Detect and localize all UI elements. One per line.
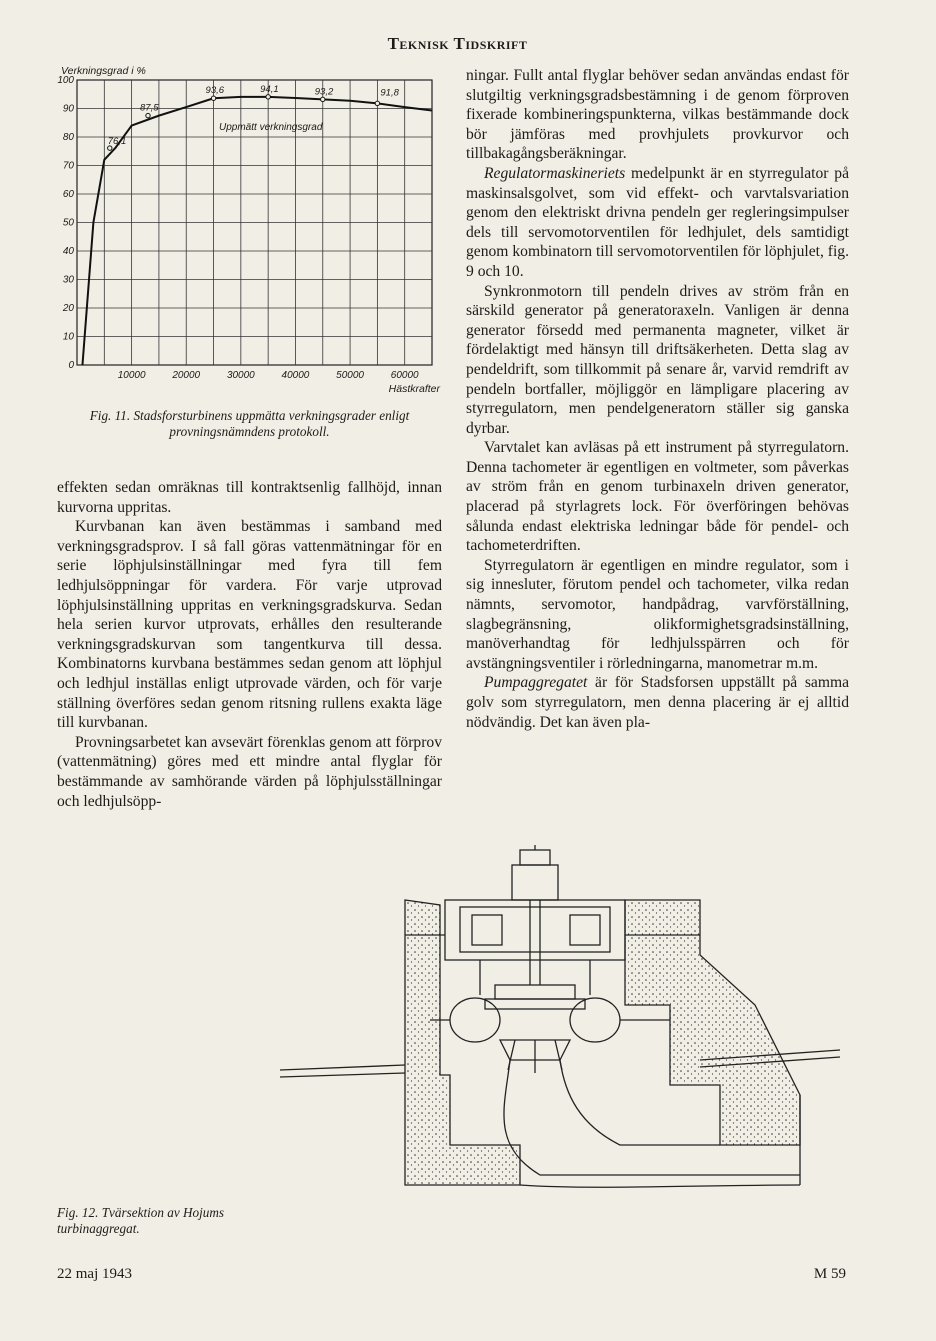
figure-12-text: Tvärsektion av Hojums turbinaggregat. [57, 1205, 225, 1236]
data-point-label: 93,2 [314, 86, 334, 98]
journal-header: Teknisk Tidskrift [387, 34, 528, 53]
x-tick-label: 20000 [172, 370, 201, 381]
data-point-label: 94,1 [260, 83, 279, 95]
right-paragraph: ningar. Fullt antal flyglar behöver sedan användas endast för slutgiltig verkningsgradsbestämning i de genom förproven fixerade kombineringspunkterna, vilkas bestämmande dock bör jämföras med provhjulets provkurvor och tillbakagångsberäkningar. [466, 67, 849, 163]
y-tick-label: 30 [62, 274, 74, 286]
y-tick-label: 40 [62, 246, 74, 257]
data-point-label: 91,8 [380, 87, 399, 99]
data-point-label: 87,5 [140, 102, 159, 114]
y-tick-label: 0 [68, 360, 74, 371]
right-paragraph: Synkronmotorn till pendeln drives av ström från en särskild generator på generatoraxeln. Vanligen är denna generator försedd med permanenta magneter, vilket är fördelaktigt med hänsyn till driftsäkerheten. Detta slag av pendeldrift, som tillkommit på senare år, varvid remdrift av pendeln bortfaller, möjliggör en lämpligare placering av styrregulatorn, men pendelgeneratorn ställer sig ganska dyrbar. [466, 282, 849, 437]
data-point-label: 93,6 [205, 85, 225, 97]
left-paragraph: Provningsarbetet kan avsevärt förenklas genom att förprov (vattenmätning) göres med ett mindre antal flyglar för bestämmande av samhörande värden på löphjulsställningar och ledhjulsöpp- [57, 733, 442, 810]
y-tick-label: 50 [62, 217, 74, 229]
x-axis-label: Hästkrafter [388, 383, 440, 395]
figure-11-caption [57, 408, 442, 440]
right-paragraph: Pumpaggregatet är för Stadsforsen uppställt på samma golv som styrregulatorn, men denna placering är ej alltid nödvändig. Det kan även pla- [466, 674, 849, 731]
right-paragraph: Regulatormaskineriets medelpunkt är en styrregulator på maskinsalsgolvet, som vid effekt- och varvtalsvariation genom den elektriskt drivna pendeln ger regleringsimpulser dels till servomotorventilen för ledhjulet, dels samtidigt genom kombinatorn till servomotorventilen för löphjulet, fig. 9 och 10. [466, 164, 849, 280]
data-point-marker [211, 96, 215, 100]
series-name-label: Uppmätt verkningsgrad [219, 121, 323, 133]
y-tick-label: 80 [62, 132, 74, 143]
left-paragraph: effekten sedan omräknas till kontraktsenlig fallhöjd, innan kurvorna uppritas. [57, 479, 442, 516]
y-tick-label: 100 [57, 75, 74, 86]
right-paragraph: Styrregulatorn är egentligen en mindre regulator, som i sig innesluter, förutom pendel och tachometer, vilka redan nämnts, servomotor, handpådrag, varvförställning, slagbegränsning, olikformighetsgradsinställning, manöverhandtag för ledhjulsspärren och för avstängningsventiler i rörledningarna, manometrar m.m. [466, 556, 849, 672]
y-axis-label: Verkningsgrad i % [61, 65, 146, 77]
y-tick-label: 70 [62, 160, 74, 172]
figure-12-label: Fig. 12. [57, 1205, 99, 1220]
italic-term: Regulatormaskineriets [484, 164, 626, 182]
efficiency-chart [55, 62, 450, 402]
data-point-marker [146, 113, 150, 117]
left-column-text [57, 478, 442, 811]
x-tick-label: 60000 [390, 370, 419, 381]
footer-date: 22 maj 1943 [57, 1266, 132, 1282]
right-paragraph: Varvtalet kan avläsas på ett instrument på styrregulatorn. Denna tachometer är egentligen en voltmeter, som påverkas av ström från en genom turbinaxeln driven generator, placerad på styrlagrets lock. För överföringen behövas sålunda endast elektriska ledningar både för pendel- och tachometerdriften. [466, 439, 849, 555]
data-point-marker [266, 95, 270, 99]
right-column-text [466, 66, 849, 732]
y-tick-label: 90 [62, 103, 74, 115]
x-tick-label: 30000 [226, 370, 255, 381]
figure-11-label: Fig. 11. [89, 408, 131, 423]
x-tick-label: 50000 [336, 370, 364, 381]
data-point-marker [321, 97, 325, 101]
footer-page-number: M 59 [813, 1266, 846, 1282]
data-point-marker [375, 101, 379, 105]
left-paragraph: Kurvbanan kan även bestämmas i samband med verkningsgradsprov. I så fall göras vattenmätningar för en serie löphjulsinställningar med fyra till fem ledhjulsöppningar för vardera. För varje utprovad löphjulsinställning uppritas en verkningsgradskurva. Sedan hela serien kurvor utprovats, erhålles den resulterande verkningsgradskurvan som tangentkurva till dessa. Kombinatorns kurvbana bestämmes sedan genom att löphjul och ledhjul inställas enligt utprovade värden, och för varje ställning överföres sedan genom ritsning rullens exakta läge till kurvbanan. [57, 518, 442, 732]
x-tick-label: 10000 [117, 370, 146, 381]
figure-12-caption [57, 1205, 287, 1237]
y-tick-label: 10 [62, 331, 74, 343]
data-point-label: 76,1 [107, 136, 127, 148]
y-tick-label: 20 [62, 303, 74, 314]
figure-11-text: Stadsforsturbinens uppmätta verkningsgrader enligt provningsnämndens protokoll. [133, 408, 410, 439]
turbine-cross-section-drawing [280, 845, 860, 1205]
y-tick-label: 60 [62, 189, 74, 200]
x-tick-label: 40000 [281, 370, 310, 381]
italic-term: Pumpaggregatet [484, 674, 588, 692]
